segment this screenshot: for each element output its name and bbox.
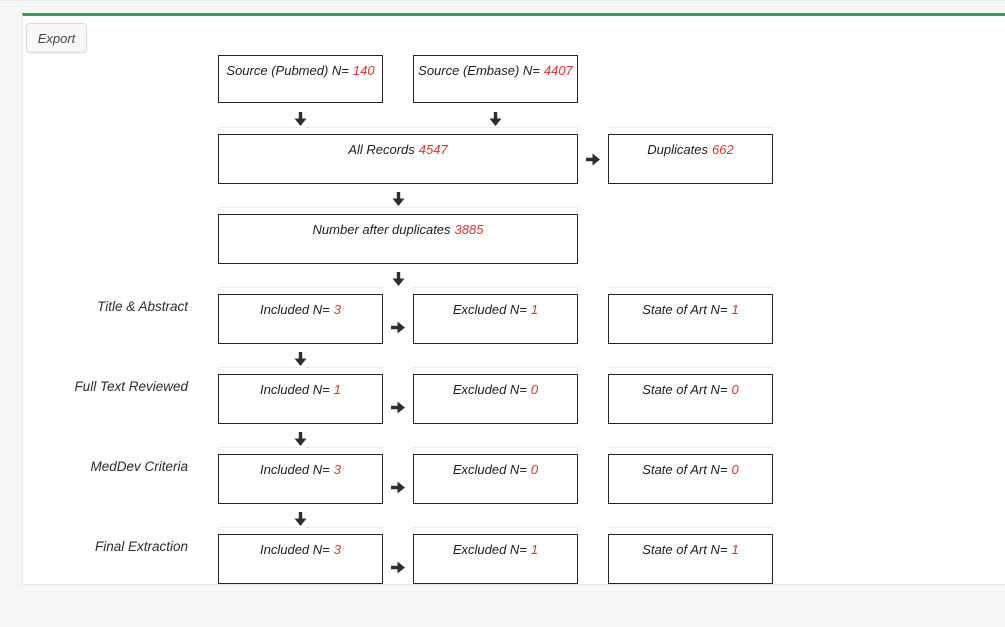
box-value: 0 bbox=[530, 382, 539, 397]
box-label: All Records bbox=[348, 142, 415, 157]
box-label: Number after duplicates bbox=[312, 222, 451, 237]
included-box bbox=[218, 374, 383, 424]
box-value: 1 bbox=[731, 302, 739, 317]
content-card bbox=[22, 13, 1005, 585]
box-value: 3 bbox=[333, 302, 341, 317]
excluded-box bbox=[413, 374, 578, 424]
arrow-down-icon bbox=[218, 103, 383, 134]
box-value: 4547 bbox=[418, 142, 448, 157]
stage-label: Final Extraction bbox=[94, 539, 188, 554]
arrow-right-icon bbox=[383, 374, 413, 424]
box-value: 662 bbox=[712, 142, 734, 157]
box-label: Duplicates bbox=[647, 142, 708, 157]
state-of-art-box bbox=[608, 534, 773, 584]
box-value: 1 bbox=[731, 542, 739, 557]
stage-label: Title & Abstract bbox=[97, 299, 188, 314]
box-value: 3 bbox=[333, 542, 341, 557]
state-of-art-box bbox=[608, 454, 773, 504]
box-value: 1 bbox=[530, 542, 539, 557]
after-duplicates-box bbox=[218, 214, 578, 264]
box-label: Included N= bbox=[260, 542, 330, 557]
excluded-box bbox=[413, 294, 578, 344]
arrow-right-icon bbox=[383, 534, 413, 584]
source-pubmed-box bbox=[218, 55, 383, 103]
included-box bbox=[218, 294, 383, 344]
box-value: 1 bbox=[333, 382, 341, 397]
arrow-down-icon bbox=[218, 424, 383, 454]
box-value: 0 bbox=[731, 462, 739, 477]
included-box bbox=[218, 454, 383, 504]
excluded-box bbox=[413, 454, 578, 504]
arrow-down-icon bbox=[218, 184, 578, 214]
box-value: 0 bbox=[530, 462, 539, 477]
box-label: Source (Embase) N= bbox=[418, 63, 540, 78]
arrow-right-icon bbox=[383, 454, 413, 504]
box-value: 3885 bbox=[454, 222, 484, 237]
arrow-right-icon bbox=[578, 134, 608, 184]
box-label: State of Art N= bbox=[642, 462, 728, 477]
box-label: Source (Pubmed) N= bbox=[226, 63, 349, 78]
box-label: Included N= bbox=[260, 462, 330, 477]
box-value: 4407 bbox=[543, 63, 573, 78]
state-of-art-box bbox=[608, 294, 773, 344]
stage-label: Full Text Reviewed bbox=[74, 379, 188, 394]
all-records-box bbox=[218, 134, 578, 184]
box-value: 0 bbox=[731, 382, 739, 397]
state-of-art-box bbox=[608, 374, 773, 424]
box-value: 1 bbox=[530, 302, 539, 317]
arrow-down-icon bbox=[218, 264, 578, 294]
stage-label: MedDev Criteria bbox=[90, 459, 188, 474]
box-label: Included N= bbox=[260, 302, 330, 317]
box-value: 140 bbox=[352, 63, 375, 78]
arrow-down-icon bbox=[218, 344, 383, 374]
box-label: State of Art N= bbox=[642, 302, 728, 317]
box-label: Excluded N= bbox=[452, 382, 527, 397]
box-label: Excluded N= bbox=[452, 462, 527, 477]
source-embase-box bbox=[413, 55, 578, 103]
excluded-box bbox=[413, 534, 578, 584]
box-value: 3 bbox=[333, 462, 341, 477]
arrow-right-icon bbox=[383, 294, 413, 344]
arrow-down-icon bbox=[218, 504, 383, 534]
prisma-flow-diagram bbox=[23, 55, 773, 584]
box-label: Excluded N= bbox=[452, 302, 527, 317]
box-label: State of Art N= bbox=[642, 542, 728, 557]
box-label: Included N= bbox=[260, 382, 330, 397]
box-label: Excluded N= bbox=[452, 542, 527, 557]
box-label: State of Art N= bbox=[642, 382, 728, 397]
included-box bbox=[218, 534, 383, 584]
duplicates-box bbox=[608, 134, 773, 184]
export-button[interactable]: Export bbox=[26, 23, 87, 53]
arrow-down-icon bbox=[413, 103, 578, 134]
